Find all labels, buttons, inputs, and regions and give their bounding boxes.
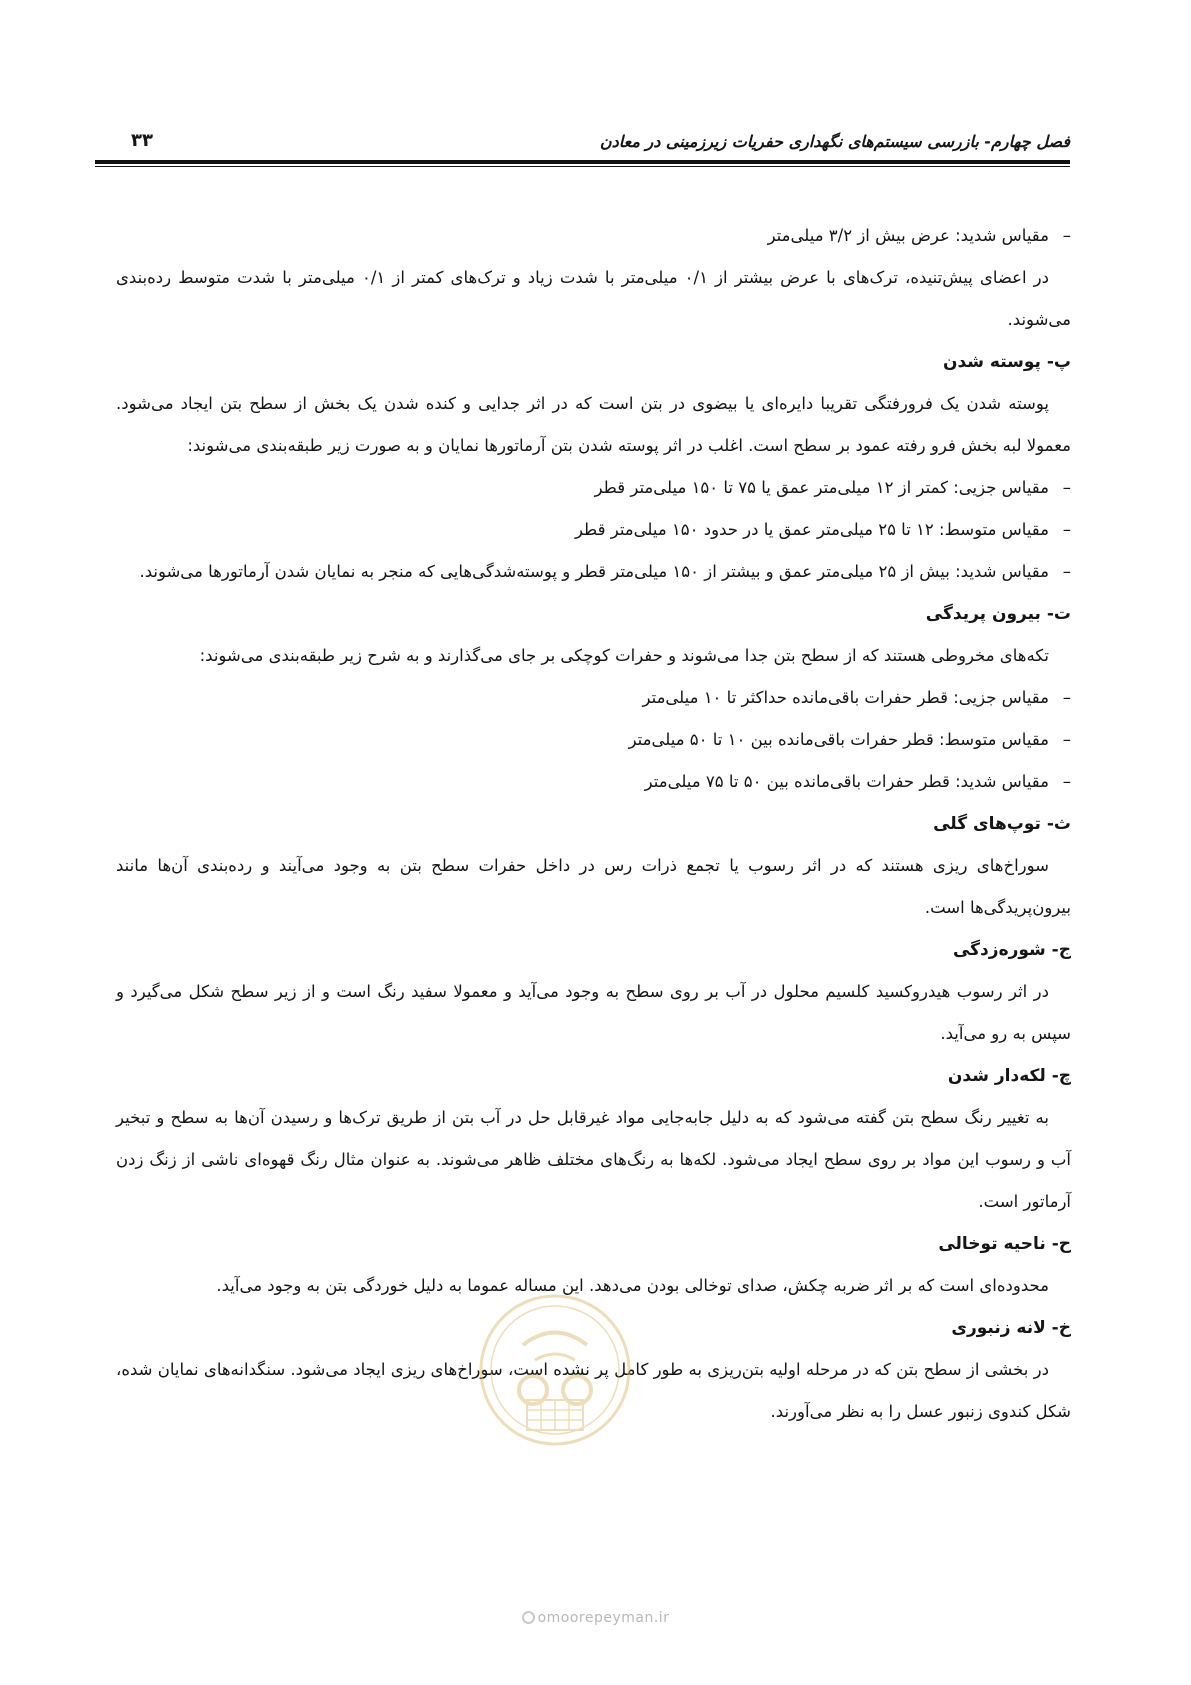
list-item: – مقیاس شدید: قطر حفرات باقی‌مانده بین ۵۰ تا ۷۵ میلی‌متر (116, 761, 1071, 803)
dash-bullet: – (1062, 520, 1071, 539)
section-heading: ج- شوره‌زدگی (952, 940, 1071, 960)
section-heading: ح- ناحیه توخالی (938, 1234, 1071, 1254)
list-item: – مقیاس جزیی: قطر حفرات باقی‌مانده حداکثر تا ۱۰ میلی‌متر (116, 677, 1071, 719)
header-rule-thick (95, 160, 1070, 164)
dash-bullet: – (1062, 730, 1071, 749)
paragraph: به تغییر رنگ سطح بتن گفته می‌شود که به دلیل جابه‌جایی مواد غیرقابل حل در آب بتن از طریق ترک‌ها و رسیدن آن‌ها به سطح و تبخیر آب و رسوب این مواد بر روی سطح ایجاد می‌شود. لکه‌ها به رنگ‌های مختلف ظاهر می‌شوند. به عنوان مثال رنگ قهوه‌ای ناشی از زنگ زدن آرماتور است. (116, 1108, 1071, 1211)
dash-bullet: – (1062, 478, 1071, 497)
dash-bullet: – (1062, 772, 1071, 791)
paragraph: محدوده‌ای است که بر اثر ضربه چکش، صدای توخالی بودن می‌دهد. این مساله عموما به دلیل خوردگی بتن به وجود می‌آید. (216, 1276, 1049, 1295)
dash-bullet: – (1062, 562, 1071, 581)
list-item: – مقیاس شدید: عرض بیش از ۳/۲ میلی‌متر (116, 215, 1071, 257)
chapter-title: فصل چهارم- بازرسی سیستم‌های نگهداری حفریات زیرزمینی در معادن (599, 132, 1070, 151)
dash-bullet: – (1062, 226, 1071, 245)
list-item: – مقیاس متوسط: ۱۲ تا ۲۵ میلی‌متر عمق یا در حدود ۱۵۰ میلی‌متر قطر (116, 509, 1071, 551)
watermark-logo-icon (475, 1290, 635, 1450)
dash-bullet: – (1062, 688, 1071, 707)
list-item: – مقیاس شدید: بیش از ۲۵ میلی‌متر عمق و بیشتر از ۱۵۰ میلی‌متر قطر و پوسته‌شدگی‌هایی که منجر به نمایان شدن آرماتورها می‌شوند. (116, 551, 1071, 593)
list-item: – مقیاس جزیی: کمتر از ۱۲ میلی‌متر عمق یا ۷۵ تا ۱۵۰ میلی‌متر قطر (116, 467, 1071, 509)
section-heading: چ- لکه‌دار شدن (947, 1066, 1071, 1086)
section-heading: پ- پوسته شدن (942, 352, 1071, 372)
paragraph: تکه‌های مخروطی هستند که از سطح بتن جدا می‌شوند و حفرات کوچکی بر جای می‌گذارند و به شرح زیر طبقه‌بندی می‌شوند: (199, 646, 1049, 665)
running-header (95, 128, 1070, 158)
paragraph: در اثر رسوب هیدروکسید کلسیم محلول در آب بر روی سطح به وجود می‌آید و معمولا سفید رنگ است و از زیر سطح شکل می‌گیرد و سپس به رو می‌آید. (116, 982, 1071, 1043)
paragraph: پوسته شدن یک فرورفتگی تقریبا دایره‌ای یا بیضوی در بتن است که در اثر جدایی و کنده شدن یک بخش از سطح بتن ایجاد می‌شود. معمولا لبه بخش فرو رفته عمود بر سطح است. اغلب در اثر پوسته شدن بتن آرماتورها نمایان و به صورت زیر طبقه‌بندی می‌شوند: (116, 394, 1071, 455)
paragraph: در بخشی از سطح بتن که در مرحله اولیه بتن‌ریزی به طور کامل پر نشده است، سوراخ‌های ریزی ایجاد می‌شود. سنگدانه‌های نمایان شده، شکل کندوی زنبور عسل را به نظر می‌آورند. (116, 1360, 1071, 1421)
section-heading: ث- توپ‌های گلی (933, 814, 1071, 834)
section-heading: ت- بیرون پریدگی (925, 604, 1071, 624)
body-text (116, 215, 1071, 1433)
list-item: – مقیاس متوسط: قطر حفرات باقی‌مانده بین ۱۰ تا ۵۰ میلی‌متر (116, 719, 1071, 761)
paragraph: سوراخ‌های ریزی هستند که در اثر رسوب یا تجمع ذرات رس در داخل حفرات سطح بتن به وجود می‌آیند و رده‌بندی آن‌ها مانند بیرون‌پریدگی‌ها است. (116, 856, 1071, 917)
globe-icon (522, 1611, 535, 1624)
paragraph: در اعضای پیش‌تنیده، ترک‌های با عرض بیشتر از ۰/۱ میلی‌متر با شدت زیاد و ترک‌های کمتر از ۰/۱ میلی‌متر با شدت متوسط رده‌بندی می‌شوند. (116, 268, 1071, 329)
website-watermark: omoorepeyman.ir (0, 1610, 1191, 1626)
header-rule-thin (95, 166, 1070, 167)
section-heading: خ- لانه زنبوری (951, 1318, 1071, 1338)
page-number: ۳۳ (131, 130, 153, 151)
